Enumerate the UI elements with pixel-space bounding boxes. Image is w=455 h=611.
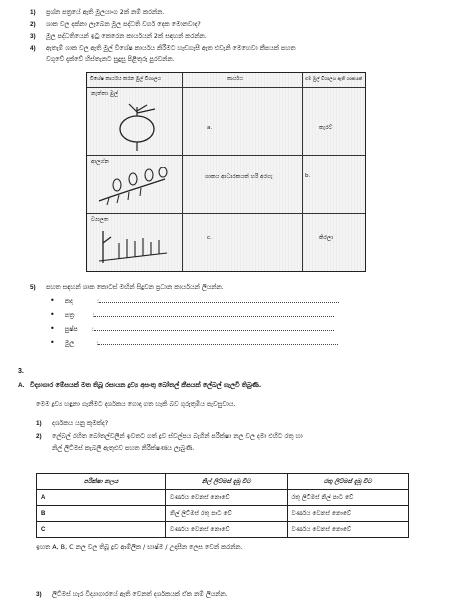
q5-item-leaf: • පත්‍ර : [50, 310, 334, 320]
q5-item-flower: • පුෂ්ප : [50, 324, 334, 334]
question-2: 2) ශාක වල දක්නා ලැබෙන මූල පද්ධති වර්ග දෙක මොනවාද? [30, 20, 201, 28]
q5-item-root: • මුල : [50, 338, 338, 348]
header-blue-litmus: නිල් ලිට්මස් දැමූ විට [166, 474, 288, 490]
part3-question-2: 2) ලේබල් රහිත බෝතල්වලින් ඉවතට ගත් ද්‍රව ස්වල්පය බැගින් පරීක්ෂා නල වල දමා එහිට රතු හා [36, 432, 303, 440]
part3-question-3: 3) ලිට්මස් හැර විද්‍යාගාරයේ ඇති වෙනත් දර්ශකයක් ඒක නම් ලියන්න. [36, 590, 228, 598]
question-4: 4) ඇතැම් ශාක වල ඇති මුල් විශේෂ කාර්යය කිරීමට හැඩගැසී ඇත එවැනි මෙහෙවා කීපයක් පහත [30, 44, 296, 52]
table-header-row [37, 474, 409, 490]
part3-intro: මෙම ද්‍රව්‍ය හඳුනා ගැනීමට දර්ශකය ගොදා ගත හැකි බව ගුරුතුමිය පැවසුවාය. [36, 400, 236, 408]
aerial-root-drawing [97, 223, 177, 267]
row1-plant: කැරට් [319, 125, 333, 131]
row2-plant: b. [305, 173, 311, 179]
row3-function: c. [207, 235, 212, 241]
table-row: C වර්ණය වෙනස් නොවේ වර්ණය වෙනස් නොවේ [37, 522, 409, 538]
row1-function: a. [207, 125, 213, 131]
table-row: B නිල් ලිට්මස් රතු පාට වේ වර්ණය වෙනස් නොවේ [37, 506, 409, 522]
question-3: 3) මූල පද්ධතියෙන් ඉටු කෙරෙන කාර්යයන් 2ක් සඳහන් කරන්න. [30, 32, 207, 40]
question-1: 1) ප්‍රශ්න පත්‍රයේ ඇති මූලයාංග 2ක් නම් කරන්න. [30, 8, 165, 16]
row3-plant: කිරලා [319, 235, 334, 241]
q5-item-stem: • කද : [50, 296, 339, 306]
row-label-aerial-root: ව්‍යාලත [91, 217, 109, 223]
root-modification-table [86, 72, 366, 272]
climbing-root-drawing [95, 167, 180, 211]
header-plant: එම මුල් විශාලය ඇති ශාකයක් [305, 77, 363, 82]
row-label-climbing-root: ආලග්න [91, 159, 109, 165]
header-root-type: විශේෂ කාර්යය කරන මුල් විශාලය [90, 76, 162, 82]
storage-root-drawing [107, 99, 177, 153]
after-table-instruction: ඉහත A, B, C නල වල තිබූ ද්‍රව ආම්ලික / භාෂ්ම / උදාසීන ලෙස වෙන් කරන්න. [36, 543, 243, 551]
row2-function: ශාකය ආධාරකයක් හරි අරගැ [205, 174, 273, 180]
header-function: කාර්යය [227, 76, 243, 82]
question-5: 5) පහත සඳහන් ශාක කොටස් මඟින් සිදුවන ප්‍රධාන කාර්යයන් ලියන්න. [30, 283, 224, 291]
litmus-results-table [36, 473, 409, 538]
table-row: A වර්ණය වෙනස් නොවේ රතු ලිට්මස් නිල් පාට වේ [37, 490, 409, 506]
part3-number: 3. [18, 368, 24, 375]
part3-a: A. විද්‍යාගාර මේසයක් මත තිබූ රසායන ද්‍රව්‍ය අසංතු බෝතල් කීපයක් ලේබල් ගැලවී තිබුණි. [18, 381, 262, 389]
header-test-tube: පරීක්ෂා නලය [37, 474, 166, 490]
question-4-cont: වගුවේ දැක්වේ හිස්තැනට සුදුසු පිළිතුරු පුරවන්න. [46, 55, 175, 63]
header-red-litmus: රතු ලිට්මස් දැමූ විට [287, 474, 409, 490]
row-label-storage-root: නැත්තා මුල් [91, 91, 119, 97]
part3-question-2-cont: නිල් ලිට්මස් කැබලි ඇතුළුව පහත නිරීක්ෂණය ලැබුණි. [52, 444, 195, 452]
part3-question-1: 1) දර්ශකය යනු කුමක්ද? [36, 419, 109, 427]
